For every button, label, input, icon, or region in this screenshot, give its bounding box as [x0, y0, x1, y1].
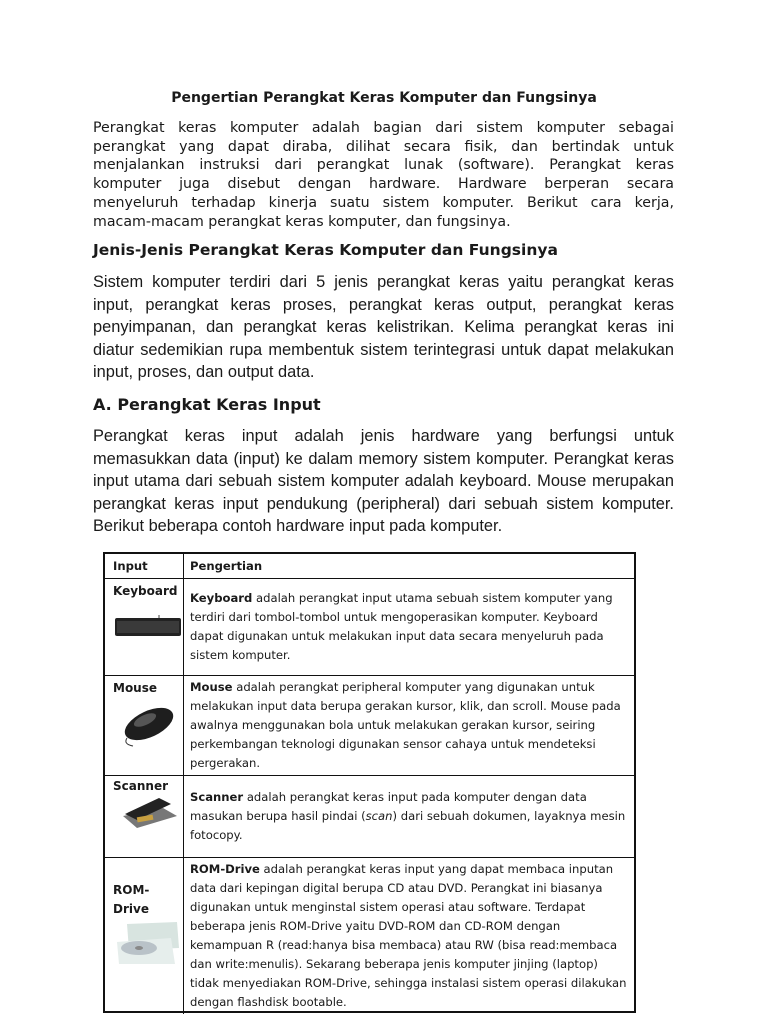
text-line: perangkat keras input pendukung (peripheral) dari sebuah sistem komputer.	[93, 494, 674, 513]
device-name: Scanner	[113, 779, 168, 793]
header-input: Input	[113, 559, 148, 573]
description-text: fotocopy.	[190, 828, 243, 842]
intro-paragraph	[93, 119, 674, 231]
description-line	[190, 716, 630, 735]
description-line	[190, 974, 630, 993]
table-header-row	[105, 554, 634, 578]
device-term-bold: ROM-Drive	[190, 862, 260, 876]
italic-term: scan	[365, 809, 393, 823]
rom-drive-image	[115, 920, 181, 966]
text-line: menjalankan instruksi dari perangkat lunak (software). Perangkat keras	[93, 157, 674, 174]
description-line	[190, 697, 630, 716]
text-line: memasukkan data (input) ke dalam memory sistem komputer. Perangkat keras	[93, 449, 674, 468]
header-pengertian: Pengertian	[190, 559, 263, 573]
description-text: sistem komputer.	[190, 648, 291, 662]
description-text: dan write:menulis). Sekarang beberapa jenis komputer jinjing (laptop)	[190, 957, 598, 971]
device-name: ROM-	[113, 883, 150, 897]
description-text: data dari kepingan digital berupa CD atau DVD. Perangkat ini biasanya	[190, 881, 603, 895]
input-devices-table	[103, 552, 636, 1013]
text-line: komputer juga disebut dengan hardware. Hardware berperan secara	[93, 176, 674, 193]
description-text: perkembangan teknologi digunakan sensor cahaya untuk mendeteksi	[190, 737, 596, 751]
text-line: input, proses, dan output data.	[93, 363, 315, 382]
table-row	[105, 775, 634, 858]
description-line	[190, 754, 630, 773]
description-text: beberapa jenis ROM-Drive yaitu DVD-ROM dan CD-ROM dengan	[190, 919, 561, 933]
description-line	[190, 936, 630, 955]
description-line	[190, 879, 630, 898]
description-text: melakukan input data berupa gerakan kursor, klik, dan scroll. Mouse pada	[190, 699, 621, 713]
keyboard-image	[115, 615, 181, 637]
description-line	[190, 807, 630, 826]
description-line	[190, 917, 630, 936]
description-text: terdiri dari tombol-tombol untuk mengoperasikan komputer. Keyboard	[190, 610, 598, 624]
description-text: pergerakan.	[190, 756, 261, 770]
heading-types: Jenis-Jenis Perangkat Keras Komputer dan Fungsinya	[93, 241, 558, 259]
description-line	[190, 993, 630, 1012]
description-text: adalah perangkat peripheral komputer yang digunakan untuk	[232, 680, 595, 694]
table-row	[105, 578, 634, 676]
description-line	[190, 589, 630, 608]
description-line	[190, 646, 630, 665]
device-name: Drive	[113, 902, 149, 916]
description-text: digunakan untuk menginstal sistem operasi atau software. Terdapat	[190, 900, 586, 914]
description-text: ) dari sebuah dokumen, layaknya mesin	[392, 809, 626, 823]
table-row	[105, 857, 634, 1014]
text-line: penyimpanan, dan perangkat keras kelistrikan. Kelima perangkat keras ini	[93, 318, 674, 337]
mouse-image	[119, 704, 179, 748]
description-text: awalnya menggunakan bola untuk melakukan gerakan kursor, seiring	[190, 718, 596, 732]
description-text: dapat digunakan untuk melakukan input data secara menyeluruh pada	[190, 629, 604, 643]
description-line	[190, 860, 630, 879]
description-text: masukan berupa hasil pindai (	[190, 809, 366, 823]
description-text: tidak menyediakan ROM-Drive, sehingga instalasi sistem operasi dilakukan	[190, 976, 627, 990]
description-line	[190, 898, 630, 917]
device-term-bold: Scanner	[190, 790, 244, 804]
types-paragraph	[93, 271, 674, 384]
description-text: dengan flashdisk bootable.	[190, 995, 347, 1009]
heading-input: A. Perangkat Keras Input	[93, 395, 321, 414]
device-name: Keyboard	[113, 584, 178, 598]
text-line: Berikut beberapa contoh hardware input pada komputer.	[93, 517, 503, 536]
text-line: Perangkat keras komputer adalah bagian dari sistem komputer sebagai	[93, 120, 674, 136]
text-line: diatur sedemikian rupa membentuk sistem terintegrasi untuk dapat melakukan	[93, 340, 674, 359]
description-text: kemampuan R (read:hanya bisa membaca) atau RW (bisa read:membaca	[190, 938, 618, 952]
scanner-image	[119, 794, 179, 834]
device-term-bold: Mouse	[190, 680, 233, 694]
description-line	[190, 788, 630, 807]
text-line: Sistem komputer terdiri dari 5 jenis perangkat keras yaitu perangkat keras	[93, 273, 674, 291]
description-line	[190, 826, 630, 845]
table-row	[105, 675, 634, 776]
description-line	[190, 678, 630, 697]
text-line: menyeluruh terhadap kinerja suatu sistem komputer. Berikut cara kerja,	[93, 194, 674, 211]
description-line	[190, 627, 630, 646]
text-line: input, perangkat keras proses, perangkat keras output, perangkat keras	[93, 295, 674, 314]
text-line: Perangkat keras input adalah jenis hardware yang berfungsi untuk	[93, 427, 674, 445]
description-text: adalah perangkat keras input yang dapat membaca inputan	[259, 862, 614, 876]
device-term-bold: Keyboard	[190, 591, 253, 605]
description-text: adalah perangkat keras input pada komputer dengan data	[243, 790, 587, 804]
text-line: macam-macam perangkat keras komputer, dan fungsinya.	[93, 213, 511, 230]
text-line: perangkat yang dapat diraba, dilihat secara fisik, dan bertindak untuk	[93, 138, 674, 155]
text-line: input utama dari sebuah sistem komputer adalah keyboard. Mouse merupakan	[93, 472, 674, 491]
description-text: adalah perangkat input utama sebuah sistem komputer yang	[252, 591, 613, 605]
device-name: Mouse	[113, 681, 158, 695]
description-line	[190, 955, 630, 974]
document-title: Pengertian Perangkat Keras Komputer dan Fungsinya	[171, 90, 597, 106]
description-line	[190, 608, 630, 627]
description-line	[190, 735, 630, 754]
input-paragraph	[93, 425, 674, 538]
